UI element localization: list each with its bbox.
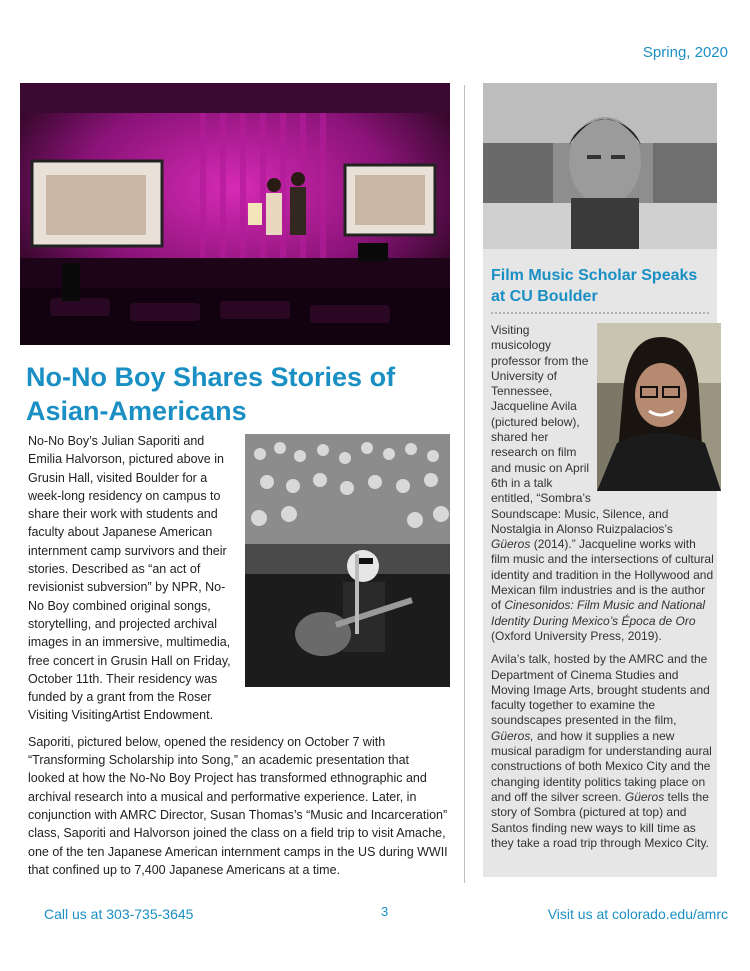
sombra-film-still-photo bbox=[483, 83, 717, 249]
article-paragraph-1: No-No Boy’s Julian Saporiti and Emilia Halvorson, pictured above in Grusin Hall, visited Boulder for a week-long residency on campus to share their work with students and faculty about Japanese American internment camp survivors and their stories. Described as “an act of revisionist subversion” by NPR, No-No Boy combined original songs, storytelling, and projected archival images in an immersive, multimedia, free concert in Grusin Hall on Friday, October 11th. Their residency was funded by a grant from the Roser Visiting VisitingArtist Endowment. bbox=[28, 432, 448, 725]
saporiti-performance-photo bbox=[245, 434, 450, 687]
sidebar-title: Film Music Scholar Speaks at CU Boulder bbox=[491, 267, 698, 305]
article-paragraph-2: Saporiti, pictured below, opened the residency on October 7 with “Transforming Scholarship into Song,” an academic presentation that looked at how the No-No Boy Project has transformed ethnographic and archival research into a musical and performative experience. Later, in conjunction with AMRC Director, Susan Thomas’s “Music and Incarceration” class, Saporiti and Halvorson joined the class on a field trip to visit Amache, one of the ten Japanese American internment camps in the US during WWII that confined up to 7,400 Japanese Americans at a time. bbox=[28, 734, 448, 877]
issue-season: Spring, 2020 bbox=[642, 44, 728, 61]
column-divider bbox=[464, 85, 465, 883]
footer-website[interactable]: Visit us at colorado.edu/amrc bbox=[547, 906, 728, 922]
sidebar-paragraph-1: Visiting musicology professor from the University of Tennessee, Jacqueline Avila (pictured below), shared her research on film and music on April 6th in a talk entitled, “Sombra’s Soundscape: Music, Silence, and Nostalgia in Alonso Ruizpalacios’s Güeros (2014).” Jacqueline works with film music and the intersections of cultural identity and tradition in the Hollywood and Mexican film industries and is the author of Cinesonidos: Film Music and National Identity During Mexico’s Época de Oro (Oxford University Press, 2019). bbox=[491, 323, 715, 644]
sidebar-paragraph-2: Avila’s talk, hosted by the AMRC and the Department of Cinema Studies and Moving Image Arts, brought students and faculty together to examine the soundscapes presented in the film, Güeros, and how it supplies a new musical paradigm for understanding aural constructions of both Mexico City and the changing identity politics taking place on and off the silver screen. Güeros tells the story of Sombra (pictured at top) and Santos finding new ways to kill time as they take a road trip through Mexico City. bbox=[491, 652, 712, 850]
title-dotted-divider bbox=[491, 312, 709, 314]
sidebar-body bbox=[491, 323, 715, 851]
article-body bbox=[28, 432, 448, 879]
article-title: No-No Boy Shares Stories of Asian-Americans bbox=[26, 362, 396, 426]
footer-phone: Call us at 303-735-3645 bbox=[44, 906, 194, 922]
jacqueline-avila-photo bbox=[597, 323, 721, 491]
sidebar-panel bbox=[483, 83, 717, 877]
page-number: 3 bbox=[381, 904, 389, 919]
concert-stage-photo bbox=[20, 83, 450, 345]
